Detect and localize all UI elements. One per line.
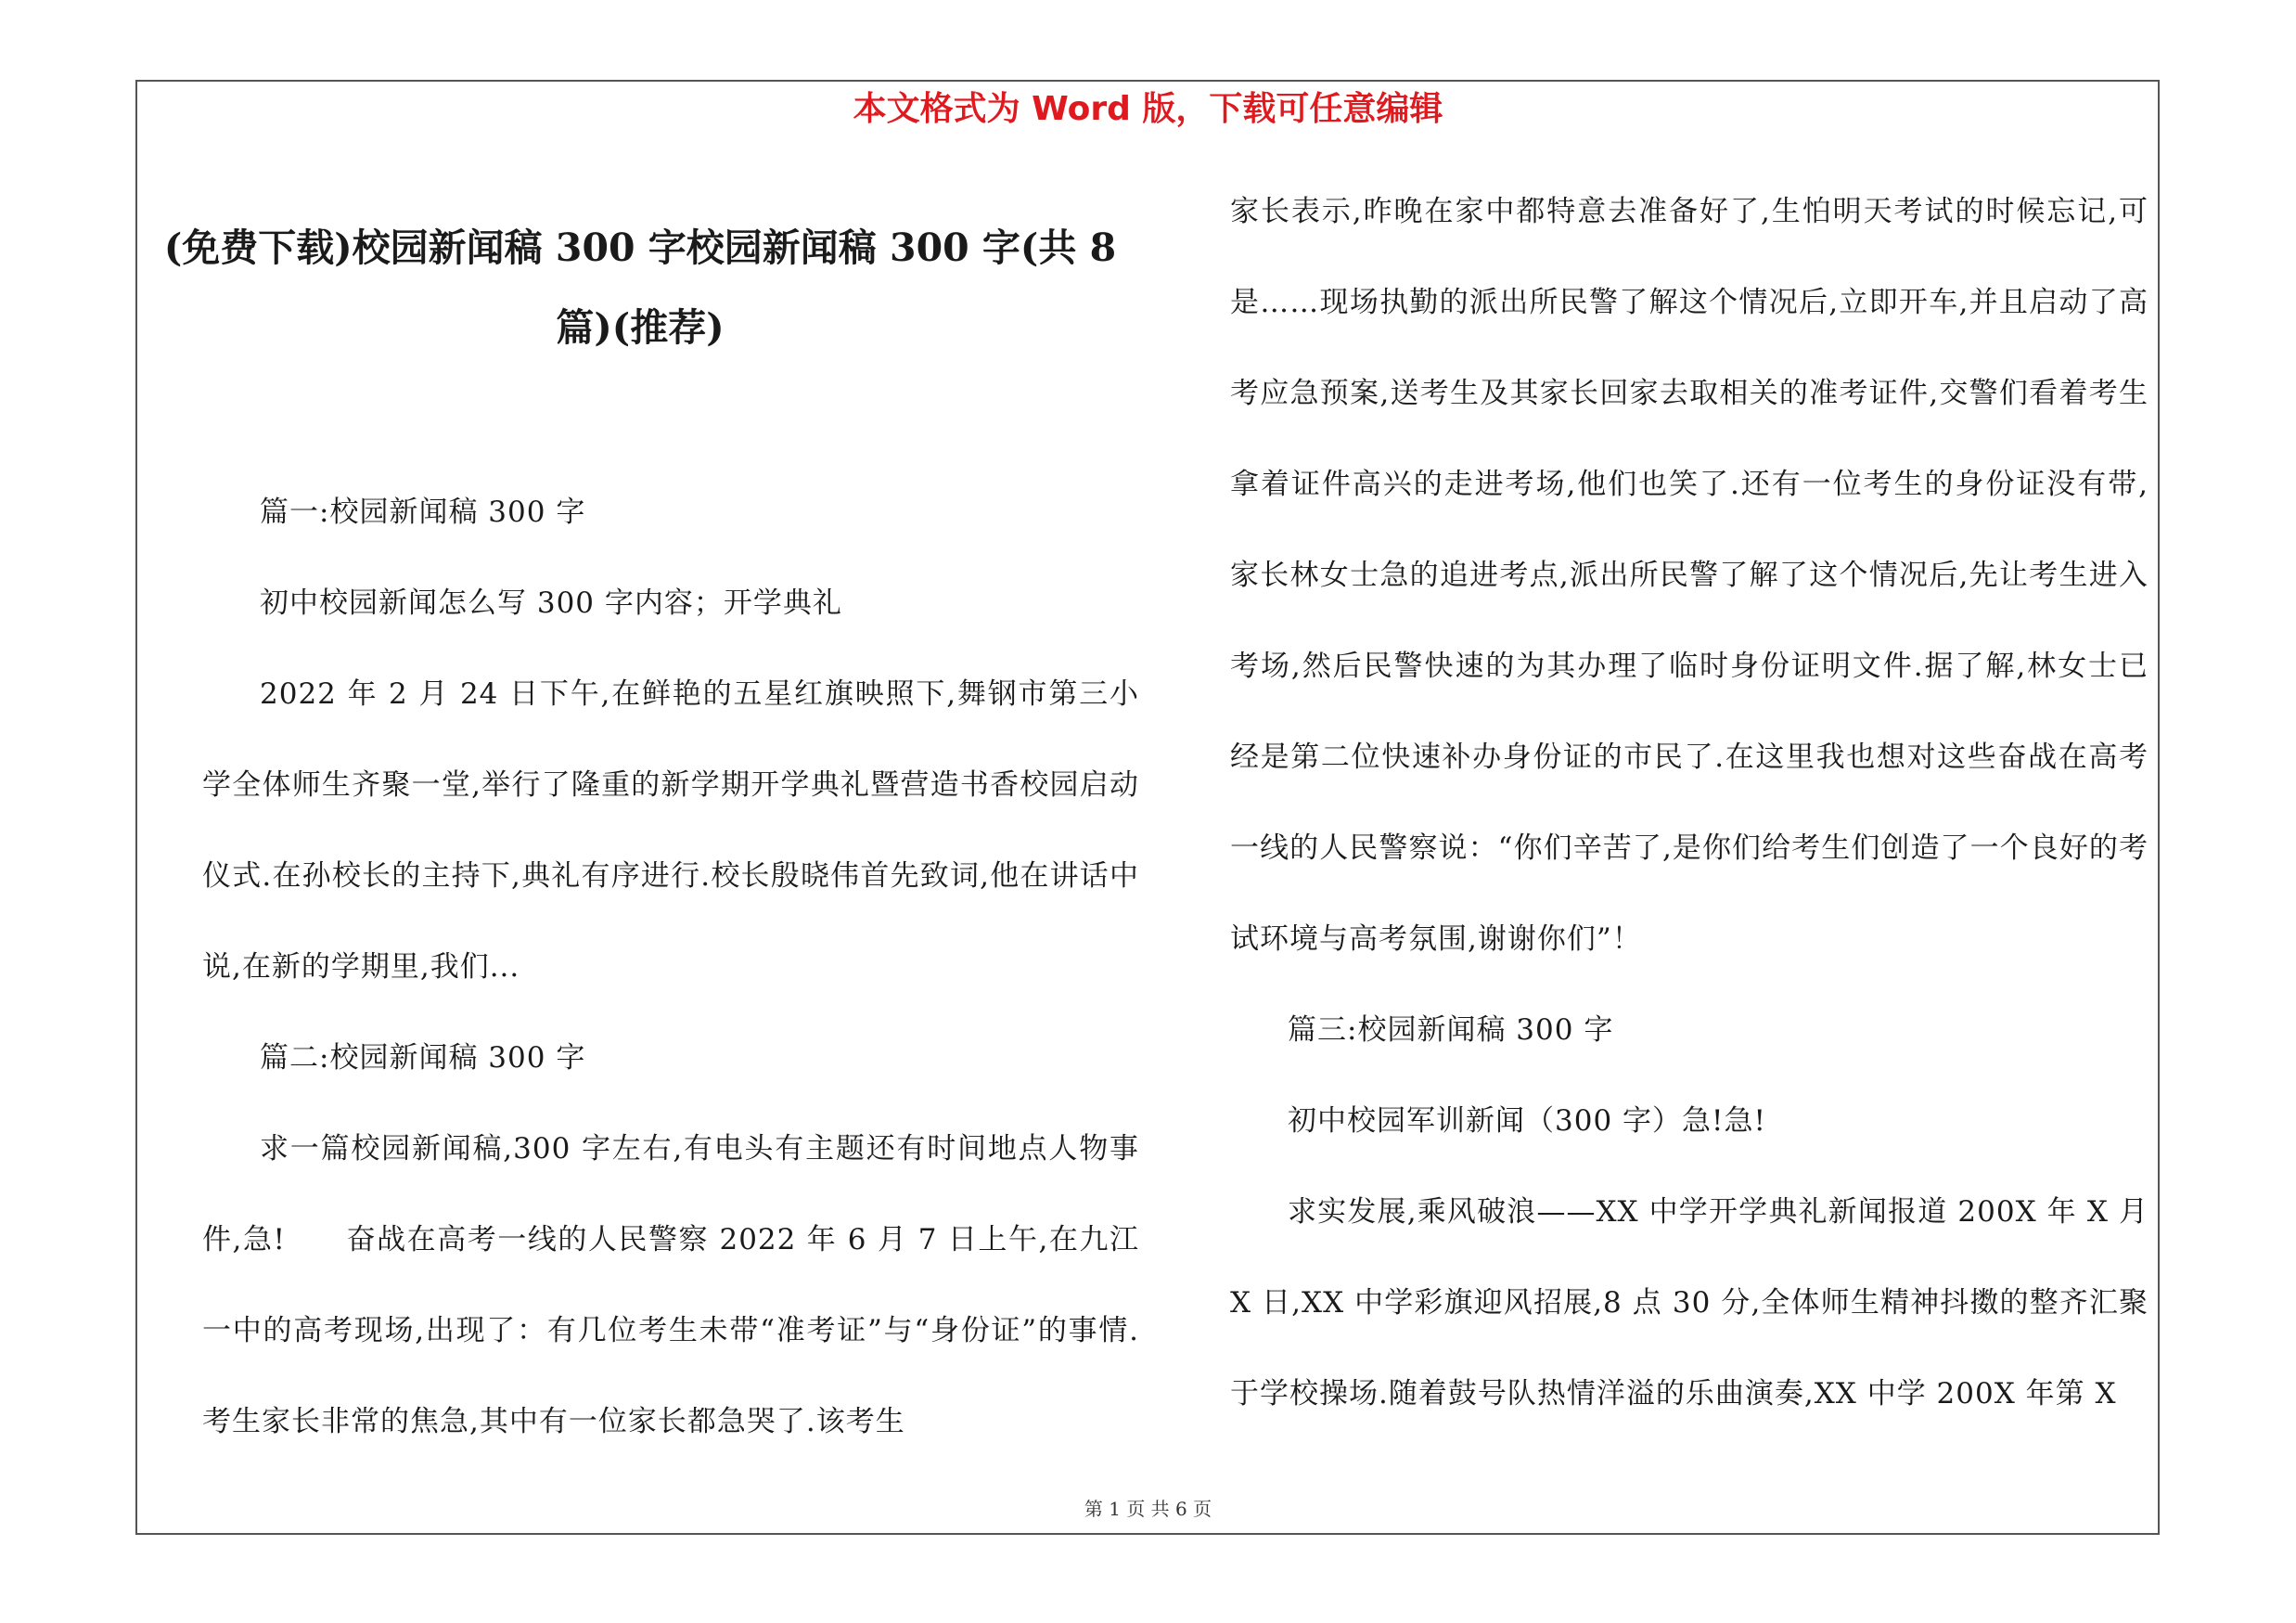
paragraph-right-1: 家长表示,昨晚在家中都特意去准备好了,生怕明天考试的时候忘记,可是……现场执勤的派出所民警了解这个情况后,立即开车,并且启动了高考应急预案,送考生及其家长回家去取相关的准考证件,交警们看着考生拿着证件高兴的走进考场,他们也笑了.还有一位考生的身份证没有带,家长林女士急的追进考点,派出所民警了解了这个情况后,先让考生进入考场,然后民警快速的为其办理了临时身份证明文件.据了解,林女士已经是第二位快速补办身份证的市民了.在这里我也想对这些奋战在高考一线的人民警察说：“你们辛苦了,是你们给考生们创造了一个良好的考试环境与高考氛围,谢谢你们”！ [1230, 195, 2148, 956]
paragraph-left-3: 2022 年 2 月 24 日下午,在鲜艳的五星红旗映照下,舞钢市第三小学全体师生齐聚一堂,举行了隆重的新学期开学典礼暨营造书香校园启动仪式.在孙校长的主持下,典礼有序进行.校长殷晓伟首先致词,他在讲话中说,在新的学期里,我们... [202, 677, 1139, 984]
document-title: (免费下载)校园新闻稿 300 字校园新闻稿 300 字(共 8 篇)(推荐) [163, 225, 1117, 350]
section-heading-3: 篇三:校园新闻稿 300 字 [1288, 1013, 1614, 1047]
paragraph-right-4: 求实发展,乘风破浪——XX 中学开学典礼新闻报道 200X 年 X 月 X 日,XX 中学彩旗迎风招展,8 点 30 分,全体师生精神抖擞的整齐汇聚于学校操场.随着鼓号队热情洋溢的乐曲演奏,XX 中学 200X 年第 X [1230, 1195, 2148, 1410]
page-footer: 第 1 页 共 6 页 [1084, 1498, 1212, 1520]
section-heading-2: 篇二:校园新闻稿 300 字 [260, 1041, 586, 1075]
paragraph-left-5: 求一篇校园新闻稿,300 字左右,有电头有主题还有时间地点人物事件,急! 奋战在高考一线的人民警察 2022 年 6 月 7 日上午,在九江一中的高考现场,出现了：有几位考生未带“准考证”与“身份证”的事情.考生家长非常的焦急,其中有一位家长都急哭了.该考生 [202, 1132, 1139, 1438]
paragraph-left-2: 初中校园新闻怎么写 300 字内容；开学典礼 [260, 586, 842, 620]
section-heading-1: 篇一:校园新闻稿 300 字 [260, 496, 586, 529]
paragraph-right-3: 初中校园军训新闻（300 字）急!急! [1288, 1104, 1766, 1138]
format-banner: 本文格式为 Word 版，下载可任意编辑 [853, 90, 1443, 128]
